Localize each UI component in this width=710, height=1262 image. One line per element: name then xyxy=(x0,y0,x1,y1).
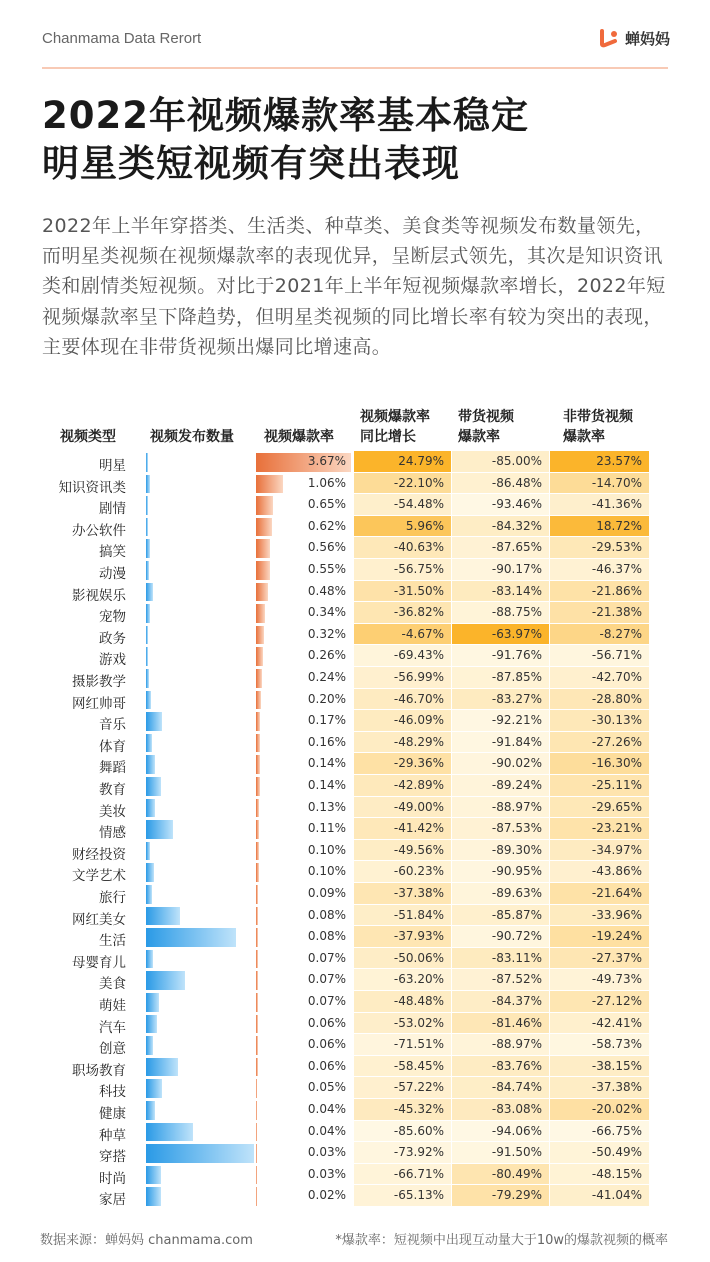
goods-value: -90.02% xyxy=(491,756,542,771)
yoy-value: -45.32% xyxy=(393,1102,444,1116)
goods-value: -83.27% xyxy=(491,691,542,706)
goods-value: -86.48% xyxy=(491,475,542,490)
rate-value: 0.20% xyxy=(307,691,346,706)
row-label-11: 网红帅哥 xyxy=(72,695,126,712)
yoy-value: -85.60% xyxy=(393,1123,444,1138)
row-label-18: 财经投资 xyxy=(72,846,126,863)
rate-value: 0.07% xyxy=(307,994,346,1008)
row-label-15: 教育 xyxy=(99,782,126,798)
row-label-22: 生活 xyxy=(99,933,126,950)
yoy-value: -41.42% xyxy=(393,821,444,836)
goods-value: -63.97% xyxy=(491,626,542,641)
publish-bar xyxy=(146,885,152,904)
yoy-value: -53.02% xyxy=(393,1015,444,1030)
rate-value: 1.06% xyxy=(307,475,346,490)
chanmama-logo xyxy=(598,27,670,49)
yoy-value: -73.92% xyxy=(393,1145,444,1160)
row-label-4: 搞笑 xyxy=(99,544,126,561)
report-brand: Chanmama Data Rerort xyxy=(42,30,202,47)
publish-bar xyxy=(146,993,159,1012)
rate-value: 0.32% xyxy=(307,626,346,641)
yoy-value: -66.71% xyxy=(393,1166,444,1181)
yoy-value: -56.75% xyxy=(393,562,444,576)
publish-bar xyxy=(146,863,154,882)
yoy-value: -48.48% xyxy=(393,994,444,1008)
nongoods-value: -25.11% xyxy=(591,778,642,792)
publish-bar xyxy=(146,799,155,818)
page-title xyxy=(42,92,529,188)
publish-bar xyxy=(146,734,152,753)
goods-value: -93.46% xyxy=(491,497,542,512)
yoy-value: -60.23% xyxy=(393,864,444,879)
nongoods-value: -56.71% xyxy=(591,648,642,663)
rate-value: 0.34% xyxy=(307,605,346,620)
yoy-value: -54.48% xyxy=(393,497,444,512)
row-label-13: 体育 xyxy=(99,738,126,755)
goods-value: -83.08% xyxy=(491,1102,542,1116)
yoy-value: -29.36% xyxy=(393,756,444,771)
goods-value: -88.97% xyxy=(491,1037,542,1052)
row-label-28: 职场教育 xyxy=(72,1062,126,1079)
nongoods-value: -23.21% xyxy=(591,821,642,836)
nongoods-value: -49.73% xyxy=(591,972,642,987)
row-label-3: 办公软件 xyxy=(72,522,126,539)
nongoods-value: 23.57% xyxy=(596,454,642,468)
publish-bar xyxy=(146,1015,157,1034)
yoy-value: -56.99% xyxy=(393,670,444,684)
yoy-value: -49.56% xyxy=(393,842,444,857)
row-label-12: 音乐 xyxy=(99,717,126,734)
row-label-26: 汽车 xyxy=(99,1019,126,1036)
row-label-24: 美食 xyxy=(99,976,126,993)
yoy-value: -50.06% xyxy=(393,950,444,965)
publish-bar xyxy=(146,453,148,472)
yoy-value: -63.20% xyxy=(393,972,444,987)
yoy-value: -36.82% xyxy=(393,605,444,620)
nongoods-value: -33.96% xyxy=(591,907,642,922)
col-header-nongoods: 非带货视频 爆款率 xyxy=(563,409,633,445)
nongoods-value: -28.80% xyxy=(591,691,642,706)
nongoods-value: -8.27% xyxy=(599,626,642,641)
publish-bar xyxy=(146,1187,161,1206)
row-label-2: 剧情 xyxy=(99,501,126,518)
publish-bar xyxy=(146,647,148,666)
footer-note: *爆款率：短视频中出现互动量大于10w的爆款视频的概率 xyxy=(335,1233,668,1248)
row-label-30: 健康 xyxy=(99,1106,126,1122)
row-label-34: 家居 xyxy=(99,1192,126,1209)
title-line-1: 2022年视频爆款率基本稳定 xyxy=(42,94,529,137)
goods-value: -84.37% xyxy=(491,994,542,1008)
goods-value: -83.11% xyxy=(491,950,542,965)
row-label-7: 宠物 xyxy=(99,609,126,626)
goods-value: -88.97% xyxy=(491,799,542,814)
yoy-value: -48.29% xyxy=(393,734,444,749)
goods-value: -87.85% xyxy=(491,670,542,684)
rate-value: 3.67% xyxy=(307,454,346,468)
row-label-29: 科技 xyxy=(99,1084,126,1101)
row-label-21: 网红美女 xyxy=(72,911,126,928)
nongoods-value: -38.15% xyxy=(591,1058,642,1073)
yoy-value: -37.38% xyxy=(393,886,444,900)
row-label-16: 美妆 xyxy=(99,803,126,820)
yoy-value: -65.13% xyxy=(393,1188,444,1203)
nongoods-value: -46.37% xyxy=(591,562,642,576)
col-header-type: 视频类型 xyxy=(60,429,116,445)
publish-bar xyxy=(146,1036,153,1055)
rate-value: 0.48% xyxy=(307,583,346,598)
yoy-value: -31.50% xyxy=(393,583,444,598)
goods-value: -90.17% xyxy=(491,562,542,576)
nongoods-value: -21.64% xyxy=(591,886,642,900)
rate-value: 0.14% xyxy=(307,778,346,792)
nongoods-value: -58.73% xyxy=(591,1037,642,1052)
chanmama-logo-icon xyxy=(598,27,620,49)
rate-value: 0.65% xyxy=(307,497,346,512)
nongoods-value: -42.70% xyxy=(591,670,642,684)
publish-bar xyxy=(146,777,161,796)
publish-bar xyxy=(146,971,185,990)
goods-value: -84.74% xyxy=(491,1080,542,1095)
publish-bar xyxy=(146,539,150,558)
col-header-yoy: 视频爆款率 同比增长 xyxy=(360,409,430,445)
goods-value: -84.32% xyxy=(491,518,542,533)
goods-value: -91.76% xyxy=(491,648,542,663)
goods-value: -87.52% xyxy=(491,972,542,987)
rate-value: 0.56% xyxy=(307,540,346,555)
row-label-17: 情感 xyxy=(99,825,126,842)
row-label-5: 动漫 xyxy=(99,566,126,582)
row-label-9: 游戏 xyxy=(99,652,126,669)
yoy-value: 24.79% xyxy=(398,454,444,468)
nongoods-value: -66.75% xyxy=(591,1123,642,1138)
goods-value: -88.75% xyxy=(491,605,542,620)
logo-text: 蝉妈妈 xyxy=(624,29,670,48)
publish-bar xyxy=(146,755,155,774)
yoy-value: -4.67% xyxy=(401,626,444,641)
nongoods-value: -14.70% xyxy=(591,475,642,490)
nongoods-value: -50.49% xyxy=(591,1145,642,1160)
yoy-value: -46.70% xyxy=(393,691,444,706)
nongoods-value: -48.15% xyxy=(591,1166,642,1181)
row-label-31: 种草 xyxy=(99,1127,126,1144)
publish-bar xyxy=(146,604,150,623)
nongoods-value: -42.41% xyxy=(591,1015,642,1030)
publish-bar xyxy=(146,496,148,515)
col-header-goods: 带货视频 爆款率 xyxy=(458,409,514,445)
rate-value: 0.09% xyxy=(307,886,346,900)
goods-value: -80.49% xyxy=(491,1166,542,1181)
goods-value: -90.72% xyxy=(491,929,542,944)
nongoods-value: -21.86% xyxy=(591,583,642,598)
nongoods-value: -27.37% xyxy=(591,950,642,965)
rate-value: 0.06% xyxy=(307,1015,346,1030)
yoy-value: -42.89% xyxy=(393,778,444,792)
publish-bar xyxy=(146,1058,178,1077)
nongoods-value: -37.38% xyxy=(591,1080,642,1095)
rate-value: 0.04% xyxy=(307,1123,346,1138)
row-label-23: 母婴育儿 xyxy=(72,954,126,971)
row-label-0: 明星 xyxy=(99,458,126,474)
yoy-value: -71.51% xyxy=(393,1037,444,1052)
rate-value: 0.10% xyxy=(307,842,346,857)
publish-bar xyxy=(146,907,180,926)
goods-value: -83.76% xyxy=(491,1058,542,1073)
rate-value: 0.02% xyxy=(307,1188,346,1203)
goods-value: -85.00% xyxy=(491,454,542,468)
goods-value: -91.50% xyxy=(491,1145,542,1160)
rate-value: 0.13% xyxy=(307,799,346,814)
rate-value: 0.62% xyxy=(307,518,346,533)
yoy-value: -37.93% xyxy=(393,929,444,944)
goods-value: -79.29% xyxy=(491,1188,542,1203)
intro-paragraph: 2022年上半年穿搭类、生活类、种草类、美食类等视频发布数量领先，而明星类视频在视频爆款率的表现优异，呈断层式领先，其次是知识资讯类和剧情类短视频。对比于2021年上半年短视频爆款率增长，2022年短视频爆款率呈下降趋势，但明星类视频的同比增长率有较为突出的表现，主要体现在非带货视频出爆同比增速高。 xyxy=(42,215,666,358)
yoy-value: -69.43% xyxy=(393,648,444,663)
rate-value: 0.07% xyxy=(307,972,346,987)
publish-bar xyxy=(146,669,149,688)
row-label-32: 穿搭 xyxy=(99,1149,126,1166)
rate-value: 0.04% xyxy=(307,1102,346,1116)
goods-value: -91.84% xyxy=(491,734,542,749)
nongoods-value: -27.12% xyxy=(591,994,642,1008)
goods-value: -89.63% xyxy=(491,886,542,900)
rate-value: 0.17% xyxy=(307,713,346,728)
row-label-8: 政务 xyxy=(99,630,126,647)
top-bar xyxy=(0,0,710,70)
header-divider xyxy=(42,67,668,69)
rate-value: 0.14% xyxy=(307,756,346,771)
rate-value: 0.55% xyxy=(307,562,346,576)
rate-value: 0.26% xyxy=(307,648,346,663)
rate-value: 0.06% xyxy=(307,1037,346,1052)
goods-value: -85.87% xyxy=(491,907,542,922)
publish-bar xyxy=(146,1166,161,1185)
footer-source: 数据来源：蝉妈妈 chanmama.com xyxy=(40,1233,253,1248)
goods-value: -87.65% xyxy=(491,540,542,555)
publish-bar xyxy=(146,950,153,969)
goods-value: -89.24% xyxy=(491,778,542,792)
rate-value: 0.03% xyxy=(307,1145,346,1160)
publish-bar xyxy=(146,475,150,494)
goods-value: -94.06% xyxy=(491,1123,542,1138)
yoy-value: -51.84% xyxy=(393,907,444,922)
nongoods-value: -41.36% xyxy=(591,497,642,512)
goods-value: -90.95% xyxy=(491,864,542,879)
publish-bar xyxy=(146,712,162,731)
publish-bar xyxy=(146,1101,155,1120)
yoy-value: 5.96% xyxy=(405,518,444,533)
nongoods-value: -41.04% xyxy=(591,1188,642,1203)
col-header-publish: 视频发布数量 xyxy=(150,429,234,445)
nongoods-value: -30.13% xyxy=(591,713,642,728)
rate-value: 0.07% xyxy=(307,950,346,965)
publish-bar xyxy=(146,928,236,947)
rate-value: 0.05% xyxy=(307,1080,346,1095)
yoy-value: -40.63% xyxy=(393,540,444,555)
rate-value: 0.03% xyxy=(307,1166,346,1181)
row-label-6: 影视娱乐 xyxy=(72,587,126,604)
goods-value: -83.14% xyxy=(491,583,542,598)
nongoods-value: -21.38% xyxy=(591,605,642,620)
publish-bar xyxy=(146,691,151,710)
yoy-value: -57.22% xyxy=(393,1080,444,1095)
row-label-33: 时尚 xyxy=(99,1170,126,1187)
publish-bar xyxy=(146,518,148,537)
row-label-10: 摄影教学 xyxy=(72,674,126,690)
publish-bar xyxy=(146,1144,254,1163)
goods-value: -81.46% xyxy=(491,1015,542,1030)
row-label-19: 文学艺术 xyxy=(72,868,126,885)
row-label-25: 萌娃 xyxy=(99,998,126,1014)
rate-value: 0.16% xyxy=(307,734,346,749)
rate-value: 0.11% xyxy=(307,821,346,836)
row-label-14: 舞蹈 xyxy=(99,760,126,777)
nongoods-value: -20.02% xyxy=(591,1102,642,1116)
yoy-value: -58.45% xyxy=(393,1058,444,1073)
yoy-value: -22.10% xyxy=(393,475,444,490)
rate-value: 0.10% xyxy=(307,864,346,879)
publish-bar xyxy=(146,842,150,861)
publish-bar xyxy=(146,561,149,580)
nongoods-value: -16.30% xyxy=(591,756,642,771)
nongoods-value: -43.86% xyxy=(591,864,642,879)
rate-value: 0.24% xyxy=(307,670,346,684)
nongoods-value: -34.97% xyxy=(591,842,642,857)
nongoods-value: -29.53% xyxy=(591,540,642,555)
publish-bar xyxy=(146,1079,162,1098)
publish-bar xyxy=(146,626,148,645)
goods-value: -89.30% xyxy=(491,842,542,857)
yoy-value: -46.09% xyxy=(393,713,444,728)
yoy-value: -49.00% xyxy=(393,799,444,814)
col-header-rate: 视频爆款率 xyxy=(264,429,334,445)
row-label-20: 旅行 xyxy=(99,890,126,906)
publish-bar xyxy=(146,820,173,839)
rate-value: 0.06% xyxy=(307,1058,346,1073)
goods-value: -87.53% xyxy=(491,821,542,836)
row-label-27: 创意 xyxy=(99,1041,126,1058)
goods-value: -92.21% xyxy=(491,713,542,728)
nongoods-value: -29.65% xyxy=(591,799,642,814)
row-label-1: 知识资讯类 xyxy=(58,479,126,496)
publish-bar xyxy=(146,1123,193,1142)
rate-value: 0.08% xyxy=(307,929,346,944)
title-line-2: 明星类短视频有突出表现 xyxy=(42,142,460,185)
nongoods-value: -27.26% xyxy=(591,734,642,749)
publish-bar xyxy=(146,583,153,602)
rate-value: 0.08% xyxy=(307,907,346,922)
nongoods-value: -19.24% xyxy=(591,929,642,944)
nongoods-value: 18.72% xyxy=(596,518,642,533)
